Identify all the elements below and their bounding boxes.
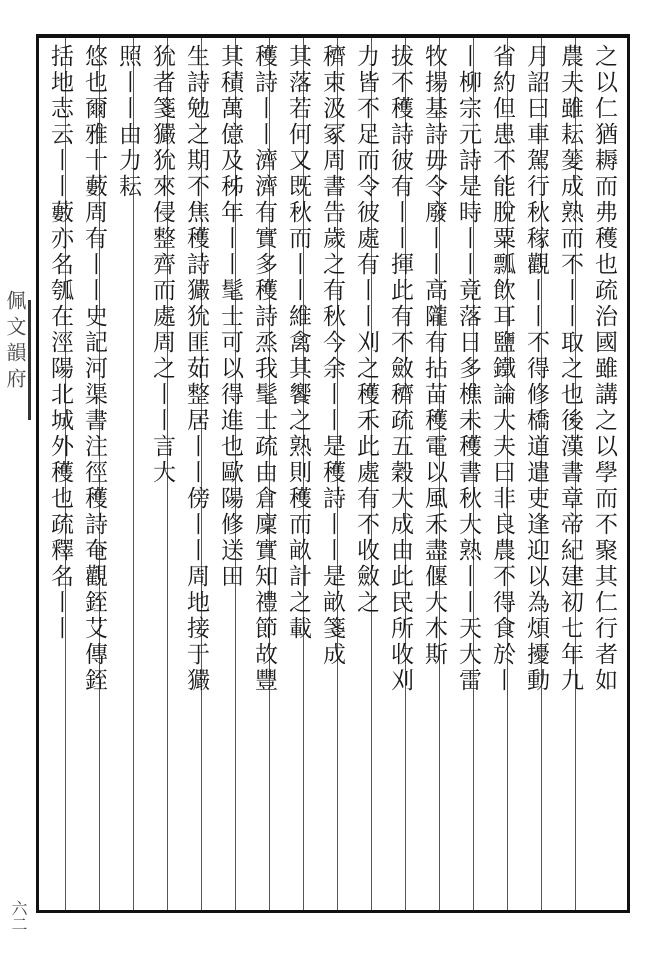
- text-column: 之以仁猶耨而弗穫也疏治國雖講之以學而不聚其仁行者如: [591, 44, 617, 694]
- text-column: 丨柳宗元詩是時丨丨竟落日多樵未穫書秋大熟丨丨天大雷: [455, 44, 481, 694]
- text-column: 悠也爾雅十藪周有丨丨史記河渠書注徑穫詩奄觀銍艾傳銍: [81, 44, 107, 694]
- text-column: 穫詩丨丨濟濟有實多穫詩烝我髦士疏由倉廩實知禮節故豐: [251, 44, 277, 694]
- text-column: 括地志云丨丨藪亦名瓠在涇陽北城外穫也疏釋名丨丨: [47, 44, 73, 642]
- page-number: 六二: [9, 900, 28, 932]
- text-column: 其落若何又既秋而丨丨維禽其饗之熟則穫而畝計之載: [285, 44, 311, 642]
- text-column: 生詩勉之期不焦穫詩玁狁匪茹整居丨丨傍丨丨周地接于玁: [183, 44, 209, 694]
- text-column: 狁者箋玁狁來侵整齊而處周之丨丨言大: [149, 44, 175, 486]
- text-column: 牧揚基詩毋令廢丨丨高隴有拈苗穫電以風禾盡偃大木斯: [421, 44, 447, 668]
- text-column: 農夫雖耘蓌成熟而不丨丨取之也後漢書章帝紀建初七年九: [557, 44, 583, 694]
- frame-bottom-border: [36, 910, 630, 913]
- text-column: 照丨丨由力耘: [115, 44, 141, 200]
- text-column: 力皆不足而令彼處有丨丨刈之穫禾此處有不收斂之: [353, 44, 379, 616]
- text-column: 省約但患不能脫粟瓢飲耳鹽鐵論大夫曰非良農不得食於丨: [489, 44, 515, 694]
- spine-title: 佩文韻府: [3, 290, 27, 394]
- text-column: 穧束汲冢周書告歲之有秋今余丨丨是穫詩丨丨是畝箋成: [319, 44, 345, 668]
- text-column: 拔不穫詩彼有丨丨揮此有不斂穧疏五穀大成由此民所收刈: [387, 44, 413, 694]
- text-column: 月詔曰車駕行秋稼觀丨丨不得修橋道遣吏逢迎以為煩擾動: [523, 44, 549, 694]
- text-column: 其積萬億及秭年丨丨髦士可以得進也歐陽修送田: [217, 44, 243, 590]
